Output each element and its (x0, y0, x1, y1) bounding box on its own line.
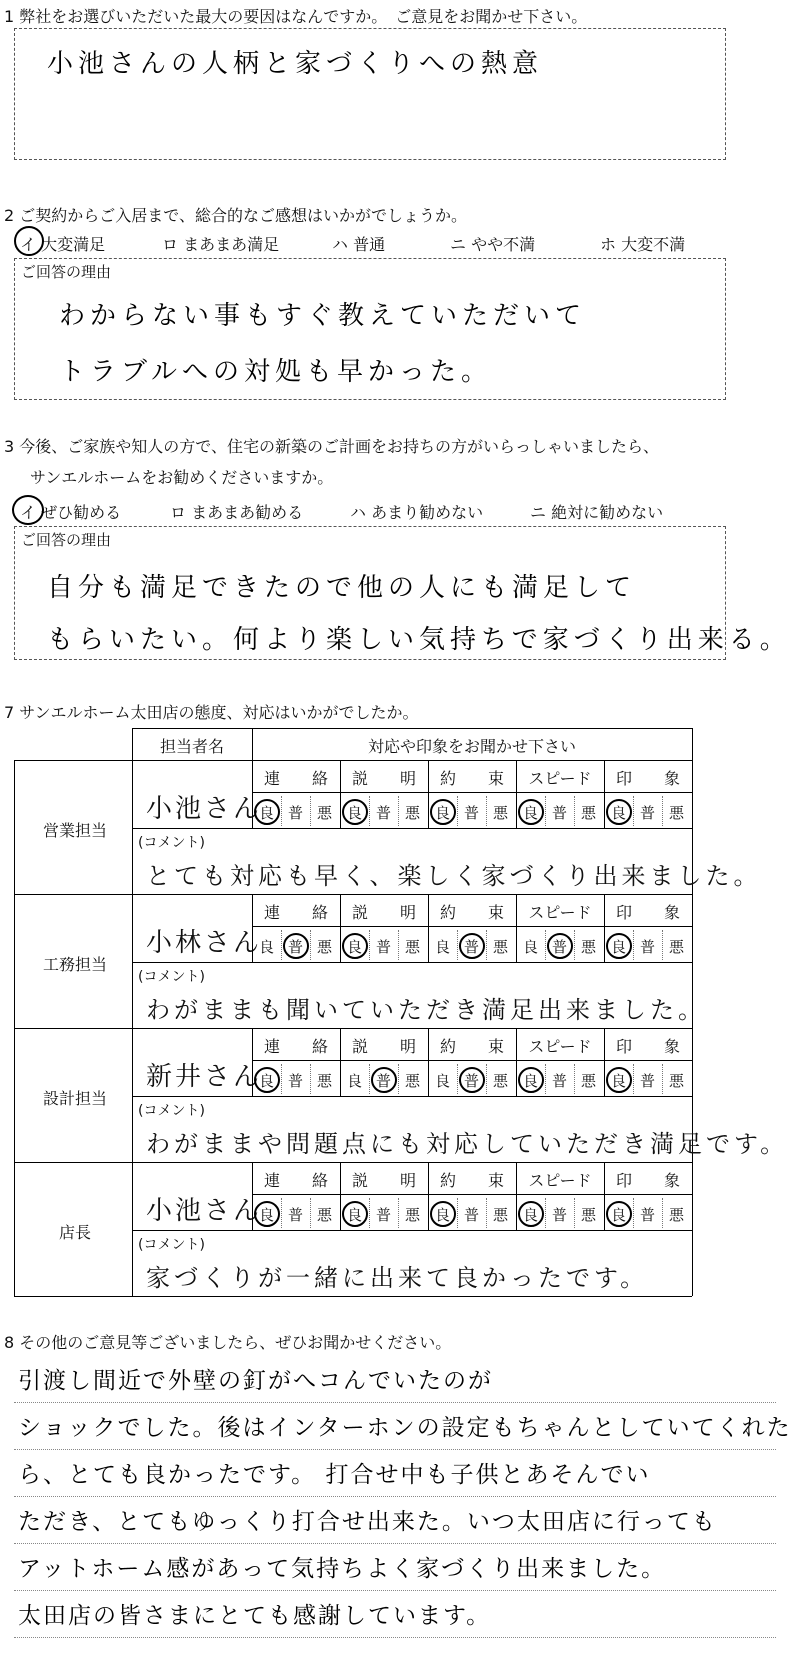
criteria-label: 連 絡 (263, 903, 328, 922)
rating-group (252, 1070, 339, 1091)
header-impression: 対応や印象をお聞かせ下さい (367, 737, 576, 756)
q2-option-2[interactable]: ロ まあまあ満足 (162, 235, 280, 254)
comment-label: (コメント) (138, 835, 205, 851)
comment-text: とても対応も早く、楽しく家づくり出来ました。 (146, 862, 762, 890)
comment-text: わがままも聞いていただき満足出来ました。 (146, 996, 706, 1024)
rating-group (604, 1070, 691, 1091)
row-bottom-line (14, 1162, 692, 1163)
criteria-label: 約 束 (439, 1171, 504, 1190)
rating-option[interactable]: 普 (639, 1206, 655, 1224)
row-category: 営業担当 (42, 821, 107, 840)
rating-option[interactable]: 悪 (492, 1206, 508, 1224)
q2-option-3[interactable]: ハ 普通 (332, 235, 386, 254)
rating-option[interactable]: 良 (516, 1070, 545, 1091)
q3-option-3[interactable]: ハ あまり勧めない (350, 503, 484, 522)
rating-option[interactable]: 良 (604, 802, 633, 823)
rating-group (340, 936, 427, 957)
header-staff-name: 担当者名 (159, 737, 224, 756)
criteria-label: 連 絡 (263, 1171, 328, 1190)
rating-option[interactable]: 悪 (492, 804, 508, 822)
rating-group (428, 1070, 515, 1091)
row-bottom-line (14, 894, 692, 895)
rating-option[interactable]: 普 (281, 936, 310, 957)
criteria-label: 連 絡 (263, 1037, 328, 1056)
rating-option[interactable]: 良 (252, 1204, 281, 1225)
rating-option[interactable]: 悪 (404, 1072, 420, 1090)
staff-name: 小池さん (146, 1196, 263, 1226)
criteria-label: 連 絡 (263, 769, 328, 788)
criteria-header-line (252, 1194, 692, 1195)
rating-option[interactable]: 普 (551, 1206, 567, 1224)
row-left-line (14, 1162, 15, 1296)
rating-option[interactable]: 良 (258, 938, 274, 956)
q8-ruling-line (14, 1543, 776, 1544)
rating-option[interactable]: 普 (639, 938, 655, 956)
criteria-label: 印 象 (615, 1037, 680, 1056)
comment-label: (コメント) (138, 1237, 205, 1253)
q2-options (20, 232, 740, 255)
rating-option[interactable]: 良 (428, 1204, 457, 1225)
row-right-line (692, 1162, 693, 1296)
rating-option[interactable]: 悪 (668, 1206, 684, 1224)
q2-question: 2 ご契約からご入居まで、総合的なご感想はいかがでしょうか。 (4, 206, 467, 225)
rating-group (516, 936, 603, 957)
criteria-label: 説 明 (351, 903, 416, 922)
rating-option[interactable]: 普 (463, 1206, 479, 1224)
q3-selected-circle (12, 495, 44, 525)
rating-option[interactable]: 悪 (316, 804, 332, 822)
rating-option[interactable]: 普 (375, 1206, 391, 1224)
rating-option[interactable]: 悪 (580, 938, 596, 956)
staff-name: 新井さん (146, 1062, 263, 1092)
rating-option[interactable]: 普 (639, 804, 655, 822)
q2-option-5[interactable]: ホ 大変不満 (600, 235, 686, 254)
q8-ruling-line (14, 1496, 776, 1497)
rating-option[interactable]: 普 (545, 936, 574, 957)
q8-ruling-line (14, 1449, 776, 1450)
row-left-line (14, 894, 15, 1028)
q8-answer-line: ショックでした。後はインターホンの設定もちゃんとしていてくれた (18, 1415, 792, 1441)
staff-name: 小池さん (146, 794, 263, 824)
rating-option[interactable]: 悪 (492, 1072, 508, 1090)
rating-option[interactable]: 悪 (668, 1072, 684, 1090)
rating-group (252, 802, 339, 823)
criteria-label: 説 明 (351, 1171, 416, 1190)
q1-answer: 小池さんの人柄と家づくりへの熱意 (47, 49, 544, 79)
rating-option[interactable]: 良 (340, 936, 369, 957)
rating-option[interactable]: 悪 (668, 804, 684, 822)
rating-option[interactable]: 良 (340, 802, 369, 823)
comment-text: わがままや問題点にも対応していただき満足です。 (146, 1130, 789, 1158)
q3-option-1[interactable]: イ ぜひ勧める (20, 503, 122, 522)
rating-option[interactable]: 普 (551, 1072, 567, 1090)
q2-option-1[interactable]: イ 大変満足 (20, 235, 106, 254)
rating-option[interactable]: 悪 (404, 938, 420, 956)
criteria-label: 印 象 (615, 769, 680, 788)
rating-option[interactable]: 良 (428, 802, 457, 823)
criteria-label: 約 束 (439, 903, 504, 922)
q3-question-line-1: 3 今後、ご家族や知人の方で、住宅の新築のご計画をお持ちの方がいらっしゃいましたら、 (4, 437, 659, 456)
row-category: 工務担当 (42, 955, 107, 974)
rating-option[interactable]: 良 (434, 938, 450, 956)
rating-option[interactable]: 普 (457, 1070, 486, 1091)
rating-option[interactable]: 悪 (492, 938, 508, 956)
rating-option[interactable]: 良 (252, 802, 281, 823)
rating-option[interactable]: 普 (639, 1072, 655, 1090)
q3-reason-line-2: もらいたい。何より楽しい気持ちで家づくり出来る。 (47, 625, 791, 655)
q1-question: 1 弊社をお選びいただいた最大の要因はなんですか。 ご意見をお聞かせ下さい。 (4, 7, 588, 26)
criteria-label: 説 明 (351, 769, 416, 788)
q8-answer-line: ただき、とてもゆっくり打合せ出来た。いつ太田店に行っても (18, 1509, 717, 1535)
rating-group (340, 1204, 427, 1225)
q8-ruling-line (14, 1590, 776, 1591)
table-header-right-line (692, 728, 693, 760)
q2-reason-label: ご回答の理由 (21, 263, 112, 281)
rating-option[interactable]: 悪 (580, 1072, 596, 1090)
table-body-top-line (14, 760, 692, 761)
q3-reason-box (14, 526, 791, 660)
comment-label: (コメント) (138, 969, 205, 985)
q2-option-4[interactable]: ニ やや不満 (450, 235, 536, 254)
rating-option[interactable]: 普 (457, 936, 486, 957)
rating-option[interactable]: 悪 (404, 804, 420, 822)
rating-option[interactable]: 良 (604, 1070, 633, 1091)
q3-reason-line-1: 自分も満足できたので他の人にも満足して (47, 573, 637, 603)
q3-option-2[interactable]: ロ まあまあ勧める (170, 503, 304, 522)
rating-group (516, 802, 603, 823)
rating-group (428, 802, 515, 823)
rating-bottom-line (132, 962, 692, 963)
q2-reason-line-1: わからない事もすぐ教えていただいて (59, 301, 587, 331)
criteria-header-line (252, 926, 692, 927)
rating-option[interactable]: 普 (375, 938, 391, 956)
q8-ruling-line (14, 1402, 776, 1403)
row-left-line (14, 1028, 15, 1162)
rating-option[interactable]: 悪 (316, 1206, 332, 1224)
q8-answer-line: アットホーム感があって気持ちよく家づくり出来ました。 (18, 1556, 667, 1582)
comment-text: 家づくりが一緒に出来て良かったです。 (146, 1264, 649, 1292)
rating-option[interactable]: 良 (516, 1204, 545, 1225)
rating-option[interactable]: 悪 (316, 938, 332, 956)
criteria-header-line (252, 792, 692, 793)
rating-option[interactable]: 悪 (668, 938, 684, 956)
rating-group (428, 936, 515, 957)
rating-group (516, 1204, 603, 1225)
rating-group (604, 936, 691, 957)
rating-option[interactable]: 良 (604, 936, 633, 957)
criteria-label: 約 束 (439, 1037, 504, 1056)
rating-group (340, 802, 427, 823)
rating-option[interactable]: 普 (375, 804, 391, 822)
q3-option-4[interactable]: ニ 絶対に勧めない (530, 503, 664, 522)
rating-option[interactable]: 悪 (316, 1072, 332, 1090)
rating-option[interactable]: 良 (516, 802, 545, 823)
row-bottom-line (14, 1296, 692, 1297)
rating-option[interactable]: 普 (287, 804, 303, 822)
rating-option[interactable]: 悪 (580, 1206, 596, 1224)
rating-option[interactable]: 良 (252, 1070, 281, 1091)
q8-ruling-line (14, 1637, 776, 1638)
rating-option[interactable]: 悪 (404, 1206, 420, 1224)
rating-option[interactable]: 良 (434, 1072, 450, 1090)
rating-option[interactable]: 普 (287, 1072, 303, 1090)
criteria-label: 約 束 (439, 769, 504, 788)
q3-options (20, 500, 700, 523)
rating-option[interactable]: 普 (369, 1070, 398, 1091)
q2-reason-box (14, 258, 726, 400)
rating-option[interactable]: 普 (463, 804, 479, 822)
rating-bottom-line (132, 1096, 692, 1097)
q8-question: 8 その他のご意見等ございましたら、ぜひお聞かせください。 (4, 1333, 452, 1352)
rating-bottom-line (132, 828, 692, 829)
criteria-label: 説 明 (351, 1037, 416, 1056)
table-top-line (132, 728, 692, 729)
rating-group (252, 936, 339, 957)
rating-group (604, 1204, 691, 1225)
rating-option[interactable]: 良 (522, 938, 538, 956)
criteria-label: 印 象 (615, 903, 680, 922)
rating-group (604, 802, 691, 823)
criteria-label: スピード (528, 1171, 592, 1190)
rating-group (252, 1204, 339, 1225)
q8-answer-line: 引渡し間近で外壁の釘がへコんでいたのが (18, 1368, 493, 1394)
rating-group (516, 1070, 603, 1091)
rating-group (340, 1070, 427, 1091)
rating-group (428, 1204, 515, 1225)
q2-selected-circle (14, 226, 44, 256)
q3-reason-label: ご回答の理由 (21, 531, 112, 549)
row-category: 設計担当 (42, 1089, 107, 1108)
criteria-header-line (252, 1060, 692, 1061)
criteria-label: スピード (528, 1037, 592, 1056)
row-category: 店長 (58, 1223, 91, 1242)
criteria-label: スピード (528, 769, 592, 788)
rating-option[interactable]: 良 (340, 1204, 369, 1225)
q2-reason-line-2: トラブルへの対処も早かった。 (59, 357, 492, 387)
row-bottom-line (14, 1028, 692, 1029)
q7-question: 7 サンエルホーム太田店の態度、対応はいかがでしたか。 (4, 703, 419, 722)
rating-option[interactable]: 良 (346, 1072, 362, 1090)
rating-option[interactable]: 悪 (580, 804, 596, 822)
q8-answer-line: 太田店の皆さまにとても感謝しています。 (18, 1603, 492, 1629)
criteria-label: 印 象 (615, 1171, 680, 1190)
rating-option[interactable]: 普 (287, 1206, 303, 1224)
row-left-line (14, 760, 15, 894)
comment-label: (コメント) (138, 1103, 205, 1119)
q3-question-line-2: サンエルホームをお勧めくださいますか。 (30, 468, 334, 487)
rating-option[interactable]: 良 (604, 1204, 633, 1225)
q1-answer-box (14, 28, 726, 160)
q8-answer-line: ら、とても良かったです。 打合せ中も子供とあそんでい (18, 1462, 651, 1488)
rating-option[interactable]: 普 (551, 804, 567, 822)
staff-name: 小林さん (146, 928, 263, 958)
rating-bottom-line (132, 1230, 692, 1231)
criteria-label: スピード (528, 903, 592, 922)
